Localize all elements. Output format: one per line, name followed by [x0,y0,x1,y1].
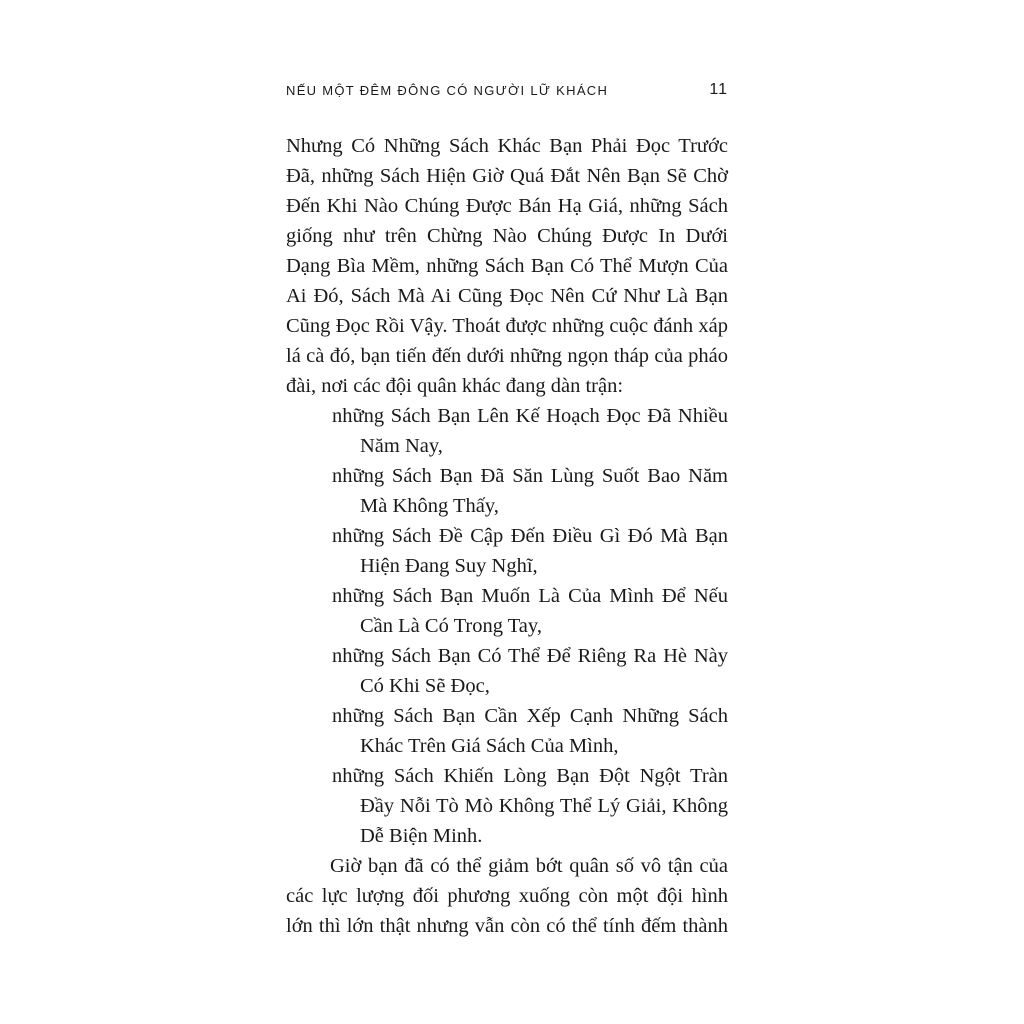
paragraph: Nhưng Có Những Sách Khác Bạn Phải Đọc Trước Đã, những Sách Hiện Giờ Quá Đắt Nên Bạn Sẽ Chờ Đến Khi Nào Chúng Được Bán Hạ Giá, những Sách giống như trên Chừng Nào Chúng Được In Dưới Dạng Bìa Mềm, những Sách Bạn Có Thể Mượn Của Ai Đó, Sách Mà Ai Cũng Đọc Nên Cứ Như Là Bạn Cũng Đọc Rồi Vậy. Thoát được những cuộc đánh xáp lá cà đó, bạn tiến đến dưới những ngọn tháp của pháo đài, nơi các đội quân khác đang dàn trận: [286,135,728,397]
list-item: những Sách Đề Cập Đến Điều Gì Đó Mà Bạn Hiện Đang Suy Nghĩ, [332,525,728,577]
list-item: những Sách Bạn Có Thể Để Riêng Ra Hè Này Có Khi Sẽ Đọc, [332,645,728,697]
page-number: 11 [709,81,728,98]
body-text [286,131,728,941]
list-item: những Sách Bạn Cần Xếp Cạnh Những Sách Khác Trên Giá Sách Của Mình, [332,705,728,757]
list-item: những Sách Bạn Muốn Là Của Mình Để Nếu Cần Là Có Trong Tay, [332,585,728,637]
list-item: những Sách Bạn Lên Kế Hoạch Đọc Đã Nhiều Năm Nay, [332,405,728,457]
list-item: những Sách Khiến Lòng Bạn Đột Ngột Tràn Đầy Nỗi Tò Mò Không Thể Lý Giải, Không Dễ Biện Minh. [332,765,728,847]
running-header-title: NẾU MỘT ĐÊM ĐÔNG CÓ NGƯỜI LỮ KHÁCH [286,83,609,98]
paragraph: Giờ bạn đã có thể giảm bớt quân số vô tận của các lực lượng đối phương xuống còn một đội hình lớn thì lớn thật nhưng vẫn còn có thể tính đếm thành [286,855,728,937]
running-header [286,81,728,101]
list-item: những Sách Bạn Đã Săn Lùng Suốt Bao Năm Mà Không Thấy, [332,465,728,517]
